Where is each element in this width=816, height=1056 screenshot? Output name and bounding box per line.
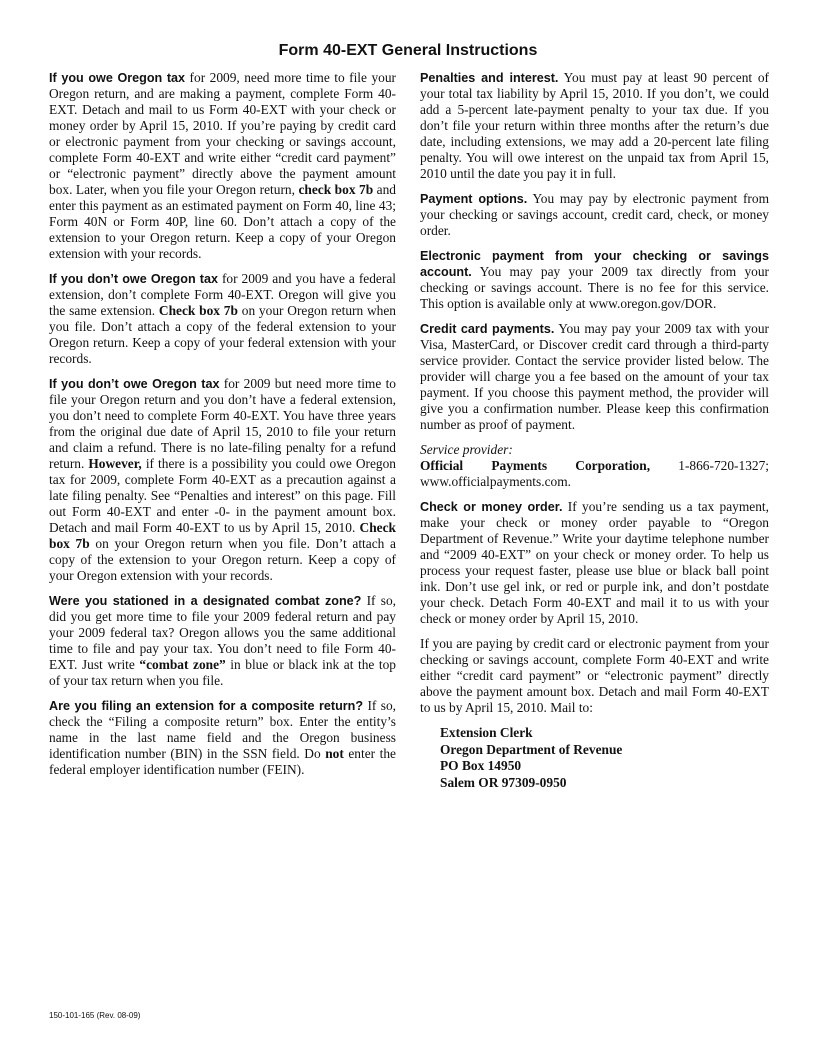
- mailing-address: [440, 725, 769, 791]
- owe-tax-paragraph: [49, 70, 396, 262]
- address-line: Extension Clerk: [440, 725, 533, 740]
- combat-zone-paragraph: [49, 593, 396, 689]
- address-line: PO Box 14950: [440, 758, 522, 773]
- composite-return-heading: Are you filing an extension for a composite return?: [49, 699, 364, 713]
- credit-card-text: You may pay your 2009 tax with your Visa, MasterCard, or Discover credit card through a third-party service provider. Contact the service provider listed below. The provider will charge you a fee based on the amount of your tax payment. If you choose this payment method, the provider will give you a confirmation number. Please keep this confirmation number as proof of payment.: [420, 321, 769, 432]
- no-tax-no-extension-text-3: on your Oregon return when you file. Don’t attach a copy of the extension to your Oregon return. Keep a copy of your Oregon extension with your records.: [49, 536, 397, 583]
- combat-zone-text-2: in blue or black ink at the top of your tax return when you file.: [49, 657, 396, 688]
- penalties-paragraph: [420, 70, 769, 182]
- penalties-heading: Penalties and interest.: [420, 71, 559, 85]
- service-provider-line: [420, 458, 769, 490]
- credit-card-paragraph: [420, 321, 769, 433]
- composite-return-text-1: If so, check the “Filing a composite return” box. Enter the entity’s name in the last name field and the Oregon business identification number (BIN) in the SSN field. Do: [49, 698, 396, 761]
- electronic-payment-text: You may pay your 2009 tax directly from your checking or savings account. There is no fee for this service. This option is available only at www.oregon.gov/DOR.: [420, 264, 769, 311]
- credit-card-heading: Credit card payments.: [420, 322, 555, 336]
- service-provider-name: Official Payments Corporation,: [420, 458, 651, 473]
- penalties-text: You must pay at least 90 percent of your total tax liability by April 15, 2010. If you don’t, we could add a 5-percent late-payment penalty to your tax due. If you don’t file your return within three months after the return’s due date, including extensions, we may add a 20-percent late filing penalty. You will owe interest on the unpaid tax from April 15, 2010 until the date you pay it in full.: [420, 70, 769, 181]
- payment-options-paragraph: [420, 191, 769, 239]
- payment-options-heading: Payment options.: [420, 192, 528, 206]
- owe-tax-emphasis: check box 7b: [298, 182, 374, 197]
- address-line: Oregon Department of Revenue: [440, 741, 623, 757]
- right-column: [420, 70, 769, 791]
- no-tax-no-extension-text-2: if there is a possibility you could owe Oregon tax for 2009, complete Form 40-EXT as a precaution against a late filing penalty. See “Penalties and interest” on this page. Fill out Form 40-EXT and enter -0- in the payment amount box. Detach and mail Form 40-EXT to us by April 15, 2010.: [49, 456, 396, 535]
- no-tax-no-extension-emphasis-2: Check box 7b: [49, 520, 396, 551]
- payment-options-text: You may pay by electronic payment from your checking or savings account, credit card, check, or money order.: [420, 191, 769, 238]
- no-tax-federal-emphasis: Check box 7b: [158, 303, 238, 318]
- combat-zone-text-1: If so, did you get more time to file your 2009 federal return and pay your 2009 federal tax? Oregon allows you the same additional time to file and pay your tax. You don’t need to file Form 40-EXT. Just write: [49, 593, 396, 672]
- owe-tax-text-1: for 2009, need more time to file your Oregon return, and are making a payment, complete Form 40-EXT. Detach and mail to us Form 40-EXT with your check or money order by April 15, 2010. If you’re paying by credit card or electronic payment from your checking or savings account, complete Form 40-EXT and write either “credit card payment” or “electronic payment” directly above the payment amount box. Later, when you file your Oregon return,: [49, 70, 396, 197]
- electronic-payment-heading: Electronic payment from your checking or savings account.: [420, 249, 769, 279]
- form-revision-number: 150-101-165 (Rev. 08-09): [49, 1011, 141, 1020]
- check-money-order-text: If you’re sending us a tax payment, make your check or money order payable to “Oregon Department of Revenue.” Write your daytime telephone number and “2009 40-EXT” on your check or money order. To help us process your request faster, please use blue or black ball point ink. Don’t use gel ink, or red or purple ink, and don’t postdate your check. Detach Form 40-EXT and mail it to us with your check or money order by April 15, 2010.: [420, 499, 769, 626]
- page-title: Form 40-EXT General Instructions: [278, 42, 538, 59]
- combat-zone-heading: Were you stationed in a designated combat zone?: [49, 594, 362, 608]
- no-tax-federal-text-1: for 2009 and you have a federal extension, don’t complete Form 40-EXT. Oregon will give you the same extension.: [49, 271, 396, 318]
- owe-tax-heading: If you owe Oregon tax: [49, 71, 186, 85]
- no-tax-federal-heading: If you don’t owe Oregon tax: [49, 272, 218, 286]
- service-provider-label: Service provider:: [420, 442, 513, 457]
- composite-return-paragraph: [49, 698, 396, 778]
- service-provider-contact: 1-866-720-1327; www.officialpayments.com.: [420, 458, 769, 489]
- no-tax-no-extension-emphasis-1: However,: [88, 456, 142, 471]
- no-tax-federal-text-2: on your Oregon return when you file. Don’t attach a copy of the federal extension to your Oregon return. Keep a copy of your federal extension with your records.: [49, 303, 396, 366]
- composite-return-text-2: enter the federal employer identification number (FEIN).: [49, 746, 396, 777]
- no-tax-no-extension-heading: If you don’t owe Oregon tax: [49, 377, 220, 391]
- check-money-order-paragraph: [420, 499, 769, 627]
- no-tax-federal-paragraph: [49, 271, 396, 367]
- mail-instructions-paragraph: If you are paying by credit card or electronic payment from your checking or savings account, complete Form 40-EXT and write either “credit card payment” or “electronic payment” directly above the payment amount box. Detach and mail Form 40-EXT to us by April 15, 2010. Mail to:: [420, 636, 769, 715]
- address-line: Salem OR 97309-0950: [440, 774, 567, 790]
- check-money-order-heading: Check or money order.: [420, 500, 563, 514]
- no-tax-no-extension-paragraph: [49, 376, 396, 584]
- composite-return-emphasis: not: [325, 746, 344, 761]
- owe-tax-text-2: and enter this payment as an estimated payment on Form 40, line 43; Form 40N or Form 40P, line 60. Don’t attach a copy of the extension to your Oregon return. Keep a copy of your Oregon extension with your records.: [49, 182, 397, 261]
- combat-zone-emphasis: “combat zone”: [139, 657, 226, 672]
- no-tax-no-extension-text-1: for 2009 but need more time to file your Oregon return and you don’t have a federal extension, you don’t need to complete Form 40-EXT. You have three years from the original due date of April 15, 2010 to file your return and claim a refund. There is no late-filing penalty for a refund return.: [49, 376, 396, 471]
- electronic-payment-paragraph: [420, 248, 769, 312]
- left-column: [49, 70, 396, 787]
